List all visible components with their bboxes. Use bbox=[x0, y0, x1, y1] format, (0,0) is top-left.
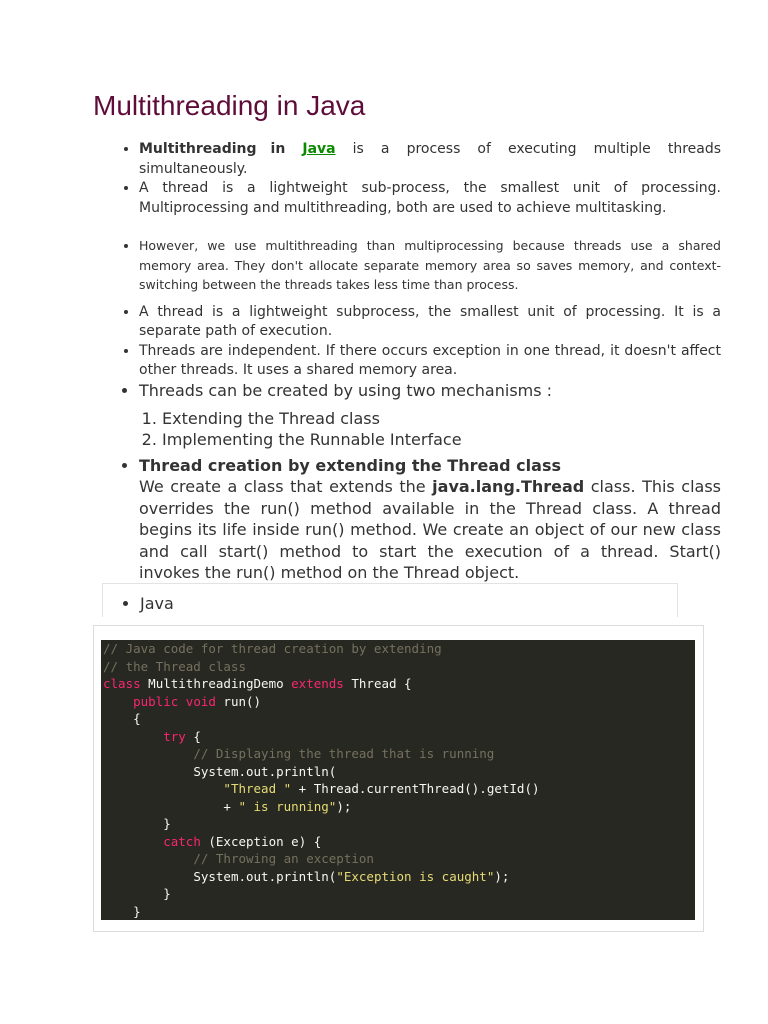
bullet-text: is a process of executing multiple threads simultaneously. bbox=[139, 141, 722, 177]
code-token: System.out.println( bbox=[193, 763, 337, 779]
code-comment: // Displaying the thread that is running bbox=[193, 746, 495, 761]
mechanism-item: 1. Extending the Thread class bbox=[162, 408, 721, 430]
code-token: { bbox=[185, 728, 201, 744]
code-keyword: void bbox=[185, 693, 216, 709]
list-item: • Threads are independent. If there occurs exception in one thread, it doesn't affect other threads. It uses a shared memory area. bbox=[139, 342, 721, 381]
bullet-text: class. This class overrides the run() method available in the Thread class. A thread begins its life inside run() method. We create an object of our new class and call start() method to start the execution of a thread. Start() invokes the run() method on the Thread object. bbox=[139, 477, 722, 582]
code-token: { bbox=[133, 711, 141, 726]
code-keyword: extends bbox=[291, 676, 344, 691]
code-string: "Thread " bbox=[223, 781, 292, 796]
mechanism-item: 2. Implementing the Runnable Interface bbox=[162, 429, 721, 451]
code-string: " is running" bbox=[238, 798, 337, 814]
list-item: • However, we use multithreading than multiprocessing because threads use a shared memory area. They don't allocate separate memory area so saves memory, and context-switching between the threads takes less time than process. bbox=[139, 236, 721, 295]
code-token: ); bbox=[336, 798, 352, 814]
list-item bbox=[139, 140, 721, 179]
code-keyword: public bbox=[133, 693, 179, 709]
list-item: • A thread is a lightweight subprocess, the smallest unit of processing. It is a separate path of execution. bbox=[139, 303, 721, 342]
code-comment: // Java code for thread creation by extending bbox=[103, 641, 442, 656]
tab-java[interactable]: • Java bbox=[140, 594, 677, 614]
list-item: • A thread is a lightweight sub-process, the smallest unit of processing. Multiprocessing and multithreading, both are used to achieve multitasking. bbox=[139, 179, 721, 218]
code-token: Thread { bbox=[343, 676, 412, 691]
bold-term: Multithreading bbox=[139, 141, 257, 157]
code-token: System.out.println( bbox=[193, 868, 337, 884]
code-token: run() bbox=[215, 693, 262, 709]
bullet-text: We create a class that extends the bbox=[139, 477, 433, 496]
section-heading: Thread creation by extending the Thread class bbox=[139, 455, 561, 475]
class-name: java.lang.Thread bbox=[432, 477, 585, 496]
code-comment: // Throwing an exception bbox=[193, 851, 374, 866]
code-token: + Thread.currentThread().getId() bbox=[291, 781, 540, 796]
code-token: ); bbox=[494, 868, 510, 884]
code-token: } bbox=[133, 903, 141, 919]
code-string: "Exception is caught" bbox=[336, 868, 495, 884]
code-token: } bbox=[163, 886, 171, 901]
code-keyword: class bbox=[103, 676, 141, 691]
code-token: } bbox=[163, 816, 171, 831]
code-frame bbox=[93, 625, 704, 932]
code-token: (Exception e) { bbox=[200, 833, 322, 849]
code-comment: // the Thread class bbox=[103, 658, 246, 674]
list-item bbox=[139, 381, 721, 451]
code-keyword: try bbox=[163, 728, 186, 744]
java-link[interactable]: Java bbox=[302, 141, 336, 157]
code-keyword: catch bbox=[163, 833, 201, 849]
bullet-list bbox=[93, 140, 721, 584]
mechanism-list bbox=[139, 408, 721, 451]
bullet-text: Threads can be created by using two mechanisms : bbox=[139, 380, 553, 400]
code-block bbox=[101, 640, 695, 920]
bold-in: in bbox=[270, 141, 286, 157]
code-tab-bar bbox=[102, 583, 678, 617]
list-item bbox=[139, 455, 721, 584]
code-text bbox=[101, 640, 695, 920]
page-title: Multithreading in Java bbox=[93, 90, 366, 121]
code-token: + bbox=[223, 798, 239, 814]
code-token: MultithreadingDemo bbox=[140, 676, 292, 691]
